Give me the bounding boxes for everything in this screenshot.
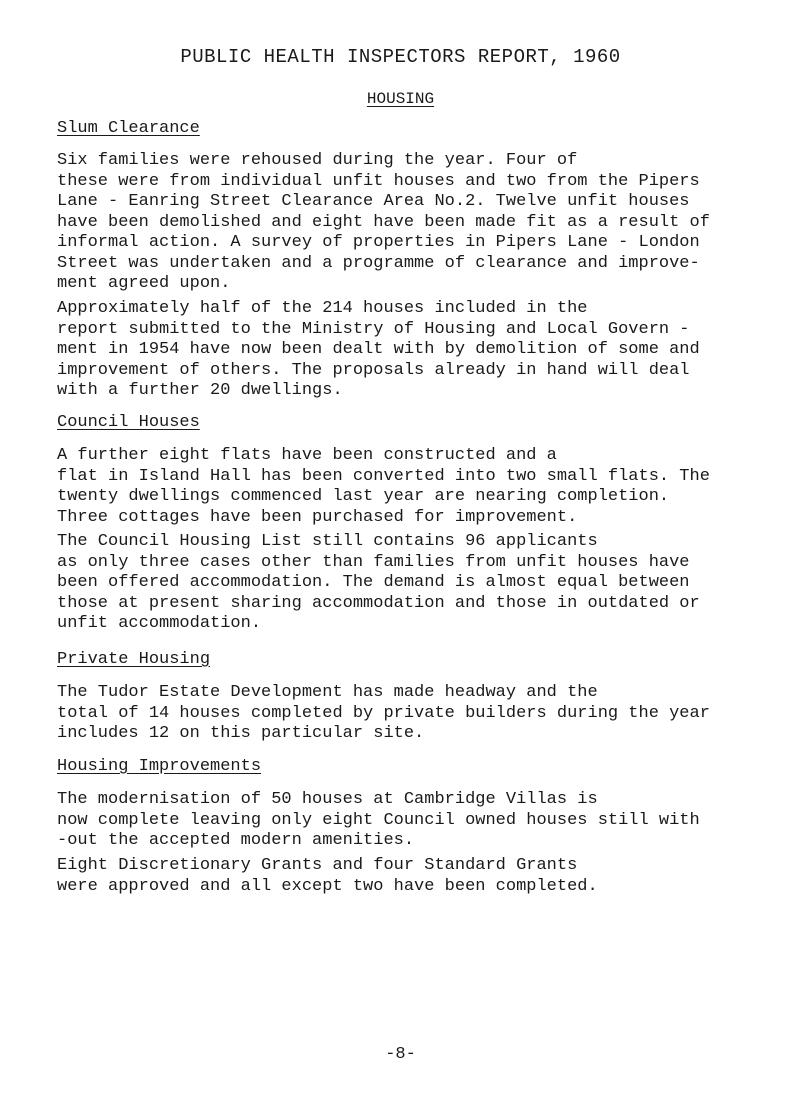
section-title (0, 90, 801, 108)
document-title (0, 46, 801, 68)
paragraph-slum-clearance-1: Six families were rehoused during the year. Four of these were from individual unfit houses and two from the Pipers Lane - Eanring Street Clearance Area No.2. Twelve unfit houses have been demolished and eight have been made fit as a result of informal action. A survey of properties in Pipers Lane - London Street was undertaken and a programme of clearance and improve- ment agreed upon. (57, 151, 710, 293)
section-title-text: HOUSING (366, 90, 435, 108)
document-title-text: PUBLIC HEALTH INSPECTORS REPORT, 1960 (180, 46, 621, 68)
heading-slum-clearance: Slum Clearance (57, 119, 200, 138)
paragraph-council-houses-1: A further eight flats have been constructed and a flat in Island Hall has been converted into two small flats. The twenty dwellings commenced last year are nearing completion. Three cottages have been purchased for improvement. (57, 446, 710, 527)
paragraph-housing-improvements-1: The modernisation of 50 houses at Cambridge Villas is now complete leaving only eight Council owned houses still with -out the accepted modern amenities. (57, 790, 700, 850)
paragraph-slum-clearance-2: Approximately half of the 214 houses included in the report submitted to the Ministry of Housing and Local Govern - ment in 1954 have now been dealt with by demolition of some and improvement of others. The proposals already in hand will deal with a further 20 dwellings. (57, 299, 700, 400)
heading-council-houses: Council Houses (57, 413, 200, 432)
paragraph-housing-improvements-2: Eight Discretionary Grants and four Standard Grants were approved and all except two have been completed. (57, 856, 598, 896)
paragraph-private-housing-1: The Tudor Estate Development has made headway and the total of 14 houses completed by private builders during the year includes 12 on this particular site. (57, 683, 710, 743)
heading-private-housing: Private Housing (57, 650, 211, 669)
page-number: -8- (385, 1045, 416, 1064)
paragraph-council-houses-2: The Council Housing List still contains 96 applicants as only three cases other than families from unfit houses have been offered accommodation. The demand is almost equal between those at present sharing accommodation and those in outdated or unfit accommodation. (57, 532, 700, 633)
heading-housing-improvements: Housing Improvements (57, 757, 262, 776)
